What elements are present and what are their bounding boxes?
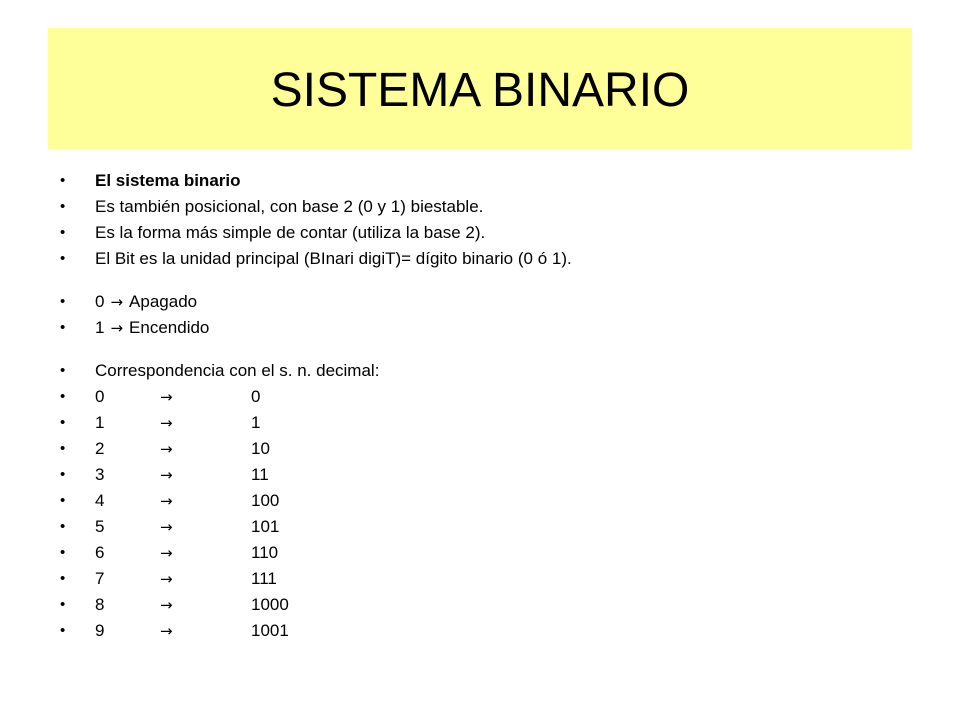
- correspondence-heading: [60, 358, 920, 384]
- bullet-icon: •: [60, 224, 66, 241]
- decimal-value: 1: [95, 413, 105, 432]
- list-item: [60, 220, 920, 246]
- correspondence-row: [60, 384, 920, 410]
- bullet-icon: •: [60, 466, 66, 483]
- decimal-value: 4: [95, 491, 105, 510]
- decimal-value: 7: [95, 569, 105, 588]
- bullet-icon: •: [60, 622, 66, 639]
- binary-value: 0: [251, 387, 261, 406]
- bullet-icon: •: [60, 362, 66, 379]
- decimal-value: 9: [95, 621, 105, 640]
- correspondence-row: [60, 540, 920, 566]
- title-banner: [48, 28, 912, 149]
- arrow-right-icon: →: [160, 414, 173, 432]
- decimal-value: 8: [95, 595, 105, 614]
- intro-heading: El sistema binario: [95, 171, 241, 190]
- list-item: [60, 194, 920, 220]
- arrow-right-icon: →: [160, 570, 173, 588]
- binary-value: 101: [251, 517, 280, 536]
- bullet-icon: •: [60, 293, 66, 310]
- arrow-right-icon: →: [160, 518, 173, 536]
- binary-value: 100: [251, 491, 280, 510]
- binary-value: 110: [251, 543, 279, 562]
- bullet-icon: •: [60, 319, 66, 336]
- intro-text: Es la forma más simple de contar (utiliza la base 2).: [95, 223, 486, 242]
- binary-value: 10: [251, 439, 270, 458]
- binary-value: 11: [251, 465, 269, 484]
- correspondence-row: [60, 488, 920, 514]
- correspondence-heading-text: Correspondencia con el s. n. decimal:: [95, 361, 380, 380]
- arrow-right-icon: →: [160, 622, 173, 640]
- decimal-value: 6: [95, 543, 105, 562]
- bullet-icon: •: [60, 544, 66, 561]
- state-item-on: [60, 315, 920, 341]
- correspondence-row: [60, 436, 920, 462]
- bullet-icon: •: [60, 570, 66, 587]
- state-digit: 0: [95, 292, 105, 311]
- bullet-icon: •: [60, 492, 66, 509]
- correspondence-row: [60, 592, 920, 618]
- bullet-icon: •: [60, 198, 66, 215]
- binary-value: 1001: [251, 621, 289, 640]
- list-item: [60, 246, 920, 272]
- slide-body: [60, 168, 920, 644]
- bullet-icon: •: [60, 250, 66, 267]
- arrow-right-icon: →: [160, 544, 173, 562]
- bullet-icon: •: [60, 388, 66, 405]
- arrow-right-icon: →: [160, 440, 173, 458]
- binary-value: 1000: [251, 595, 289, 614]
- arrow-right-icon: →: [110, 319, 124, 337]
- binary-value: 1: [251, 413, 261, 432]
- correspondence-row: [60, 514, 920, 540]
- intro-text: El Bit es la unidad principal (BInari digiT)= dígito binario (0 ó 1).: [95, 249, 572, 268]
- list-item: [60, 168, 920, 194]
- correspondence-row: [60, 566, 920, 592]
- state-item-off: [60, 289, 920, 315]
- bullet-icon: •: [60, 414, 66, 431]
- decimal-value: 2: [95, 439, 105, 458]
- decimal-value: 5: [95, 517, 105, 536]
- correspondence-row: [60, 618, 920, 644]
- correspondence-row: [60, 462, 920, 488]
- binary-value: 111: [251, 569, 277, 588]
- arrow-right-icon: →: [160, 388, 173, 406]
- slide-title: SISTEMA BINARIO: [270, 63, 690, 117]
- intro-text: Es también posicional, con base 2 (0 y 1) biestable.: [95, 197, 484, 216]
- bullet-icon: •: [60, 596, 66, 613]
- arrow-right-icon: →: [160, 596, 173, 614]
- state-digit: 1: [95, 318, 105, 337]
- correspondence-list: [60, 384, 920, 644]
- bullet-icon: •: [60, 172, 66, 189]
- state-label: Apagado: [129, 292, 198, 311]
- decimal-value: 0: [95, 387, 105, 406]
- bullet-icon: •: [60, 440, 66, 457]
- decimal-value: 3: [95, 465, 105, 484]
- bullet-list: [60, 168, 920, 384]
- arrow-right-icon: →: [110, 293, 124, 311]
- state-label: Encendido: [129, 318, 210, 337]
- arrow-right-icon: →: [160, 466, 173, 484]
- bullet-icon: •: [60, 518, 66, 535]
- correspondence-row: [60, 410, 920, 436]
- arrow-right-icon: →: [160, 492, 173, 510]
